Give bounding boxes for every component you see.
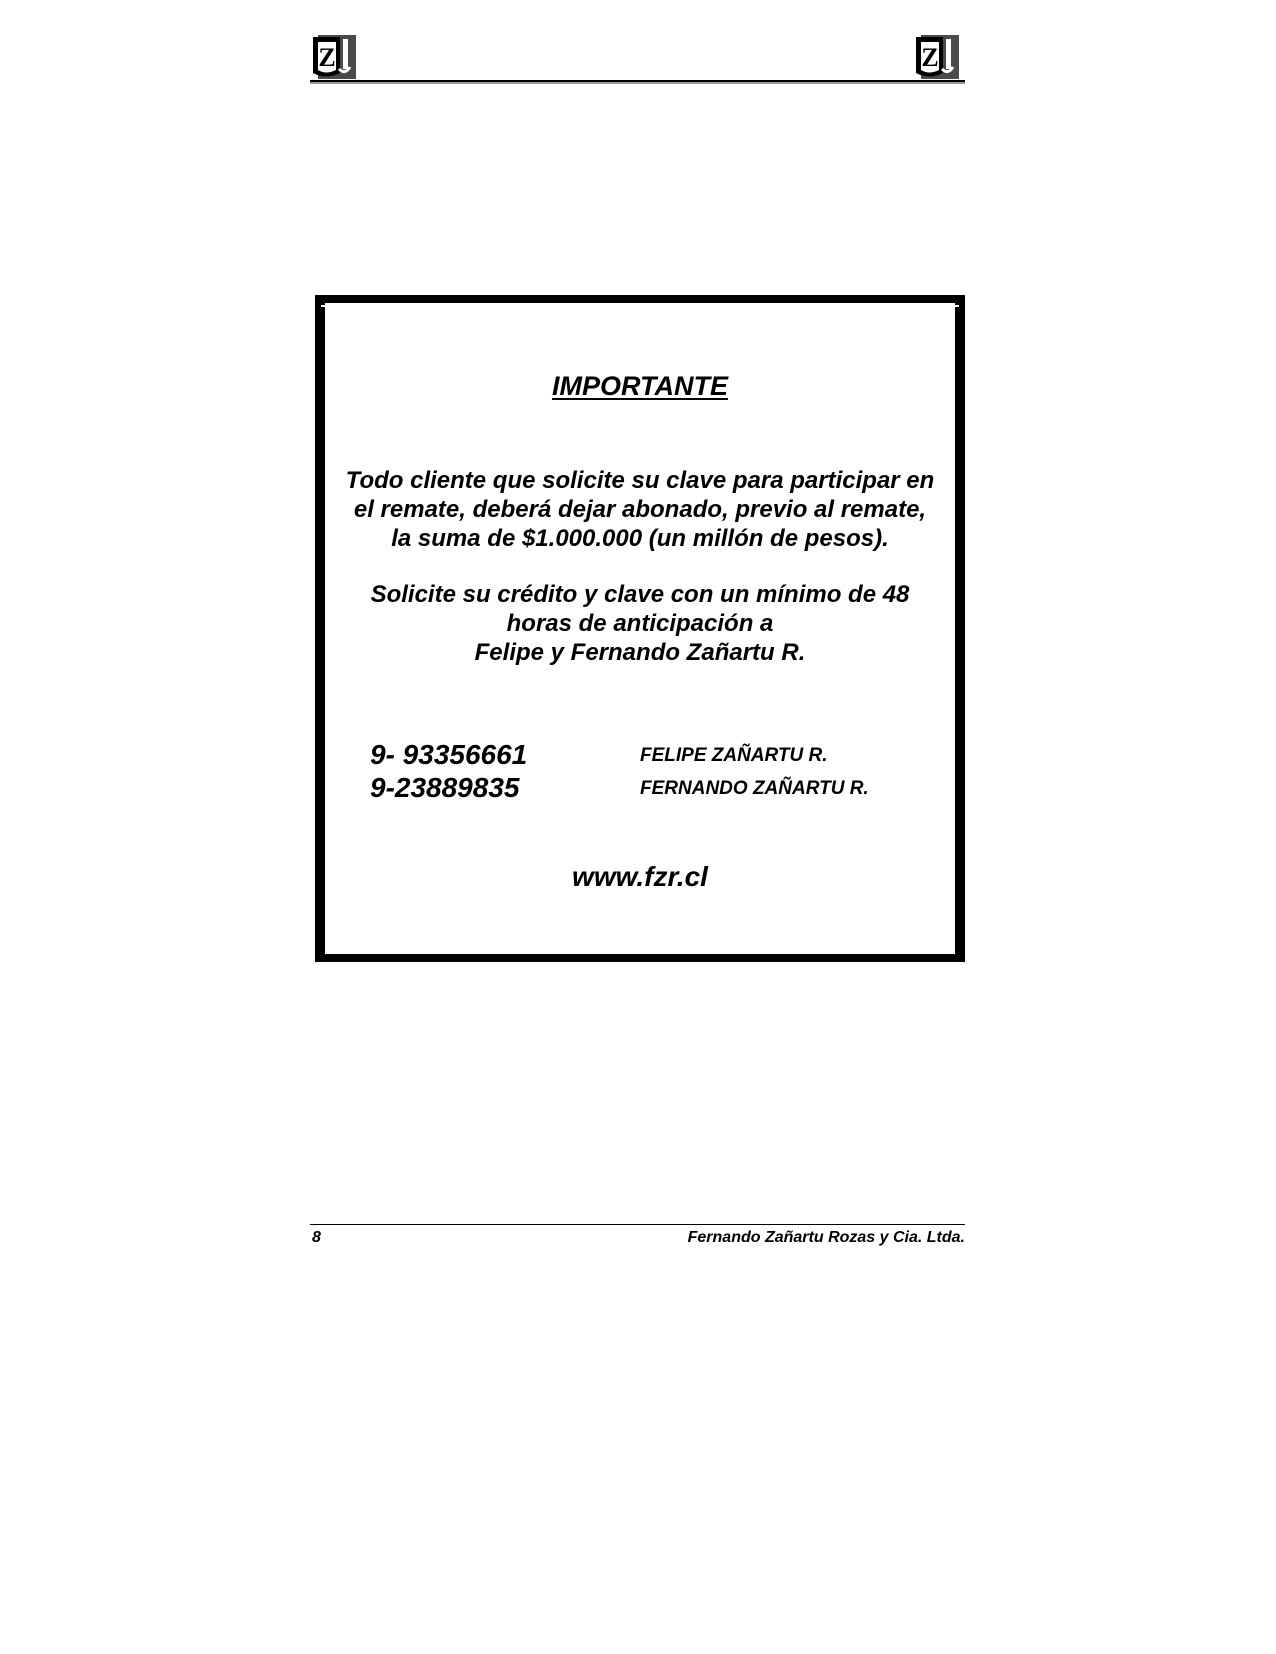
paragraph-line: el remate, deberá dejar abonado, previo al remate,: [353, 496, 927, 523]
footer-company-name: Fernando Zañartu Rozas y Cia. Ltda.: [687, 1229, 965, 1246]
page-number: 8: [312, 1229, 321, 1246]
contact-phone: 9-23889835: [370, 772, 520, 803]
deposit-requirement-paragraph: [325, 466, 955, 553]
company-logo-right: [913, 33, 963, 83]
fzr-shield-logo-icon: [913, 33, 963, 83]
important-notice-box: [315, 295, 965, 962]
paragraph-line: Felipe y Fernando Zañartu R.: [474, 639, 806, 666]
contact-name: FERNANDO ZAÑARTU R.: [640, 778, 869, 799]
footer-divider: [310, 1224, 965, 1225]
paragraph-line: la suma de $1.000.000 (un millón de pesos).: [391, 525, 889, 552]
svg-text:Z: Z: [318, 43, 336, 72]
svg-text:Z: Z: [921, 43, 939, 72]
contact-name: FELIPE ZAÑARTU R.: [640, 745, 828, 766]
header-divider: [310, 80, 965, 82]
contact-phone: 9- 93356661: [370, 739, 528, 770]
paragraph-line: horas de anticipación a: [506, 610, 774, 637]
contact-row: [370, 738, 930, 771]
contact-row: [370, 771, 930, 804]
credit-request-paragraph: [325, 580, 955, 667]
contact-list: [370, 738, 930, 804]
paragraph-line: Solicite su crédito y clave con un mínimo de 48: [370, 581, 910, 608]
website-link[interactable]: www.fzr.cl: [572, 861, 708, 892]
company-logo-left: [310, 33, 360, 83]
notice-title: IMPORTANTE: [551, 371, 728, 401]
fzr-shield-logo-icon: [310, 33, 360, 83]
paragraph-line: Todo cliente que solicite su clave para participar en: [345, 467, 935, 494]
